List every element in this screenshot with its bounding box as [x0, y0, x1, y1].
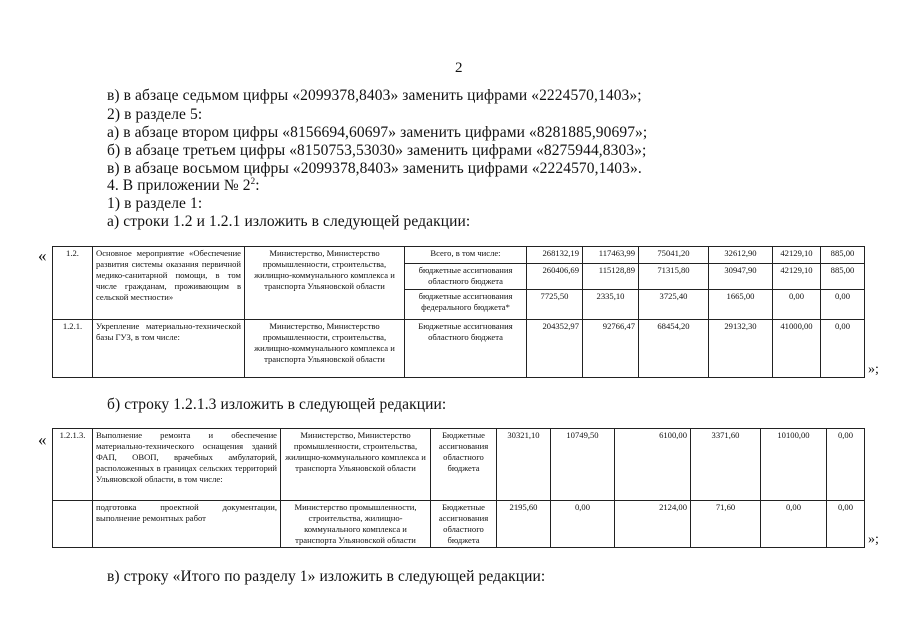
paragraph-8: а) строки 1.2 и 1.2.1 изложить в следующей редакции: [107, 213, 471, 230]
value-cell: 204352,97 [527, 320, 583, 378]
value-cell: 3371,60 [691, 429, 761, 501]
row-number: 1.2. [53, 247, 93, 320]
value-cell: 41000,00 [773, 320, 821, 378]
table2-row-subitem [53, 501, 865, 548]
paragraph-6 [107, 177, 260, 195]
value-cell: 71315,80 [639, 264, 709, 290]
table-rows-1-2 [52, 246, 865, 378]
value-cell: 885,00 [821, 264, 865, 290]
value-cell: 7725,50 [527, 290, 583, 320]
funding-source: Всего, в том числе: [405, 247, 527, 264]
paragraph-1: в) в абзаце седьмом цифры «2099378,8403» заменить цифрами «2224570,1403»; [107, 87, 642, 104]
paragraph-6-text: 4. В приложении № 2 [107, 177, 251, 194]
row-number: 1.2.1.3. [53, 429, 93, 501]
paragraph-10: в) строку «Итого по разделу 1» изложить в следующей редакции: [107, 568, 546, 585]
row-number: 1.2.1. [53, 320, 93, 378]
value-cell: 1665,00 [709, 290, 773, 320]
value-cell: 260406,69 [527, 264, 583, 290]
value-cell: 10100,00 [761, 429, 827, 501]
value-cell: 29132,30 [709, 320, 773, 378]
value-cell: 2335,10 [583, 290, 639, 320]
table2-close-quote: »; [868, 532, 879, 547]
table1-row-1-2 [53, 247, 865, 264]
value-cell: 0,00 [827, 501, 865, 548]
measure-name: Основное мероприятие «Обеспечение развития системы оказания первичной медико-санитарной помощи, в том числе гражданам, проживающим в сельской местности» [93, 247, 245, 320]
value-cell: 2124,00 [615, 501, 691, 548]
value-cell: 0,00 [827, 429, 865, 501]
page-number: 2 [455, 60, 463, 76]
table1-open-quote: « [38, 246, 47, 265]
executor: Министерство, Министерство промышленности, строительства, жилищно-коммунального комплекса и транспорта Ульяновской области [281, 429, 431, 501]
table2-open-quote: « [38, 430, 47, 449]
funding-source: Бюджетные ассигнования областного бюджета [405, 320, 527, 378]
value-cell: 0,00 [821, 320, 865, 378]
value-cell: 115128,89 [583, 264, 639, 290]
measure-name: подготовка проектной документации, выполнение ремонтных работ [93, 501, 281, 548]
paragraph-6-suffix: : [255, 177, 260, 194]
value-cell: 6100,00 [615, 429, 691, 501]
measure-name: Выполнение ремонта и обеспечение материально-технического оснащения зданий ФАП, ОВОП, врачебных амбулаторий, расположенных в границах сельских территорий Ульяновской области, в том числе: [93, 429, 281, 501]
value-cell: 68454,20 [639, 320, 709, 378]
value-cell: 0,00 [773, 290, 821, 320]
funding-source: Бюджетные ассигнования областного бюджета [431, 429, 497, 501]
measure-name: Укрепление материально-технической базы ГУЗ, в том числе: [93, 320, 245, 378]
paragraph-3: а) в абзаце втором цифры «8156694,60697» заменить цифрами «8281885,90697»; [107, 124, 648, 141]
funding-source: бюджетные ассигнования федерального бюджета* [405, 290, 527, 320]
value-cell: 268132,19 [527, 247, 583, 264]
executor: Министерство промышленности, строительства, жилищно-коммунального комплекса и транспорта Ульяновской области [281, 501, 431, 548]
value-cell: 2195,60 [497, 501, 551, 548]
value-cell: 0,00 [761, 501, 827, 548]
value-cell: 75041,20 [639, 247, 709, 264]
value-cell: 0,00 [551, 501, 615, 548]
row-number-empty [53, 501, 93, 548]
table1-close-quote: »; [868, 362, 879, 377]
value-cell: 117463,99 [583, 247, 639, 264]
paragraph-2: 2) в разделе 5: [107, 106, 203, 123]
paragraph-4: б) в абзаце третьем цифры «8150753,53030» заменить цифрами «8275944,8303»; [107, 142, 647, 159]
executor: Министерство, Министерство промышленности, строительства, жилищно-коммунального комплекса и транспорта Ульяновской области [245, 320, 405, 378]
value-cell: 42129,10 [773, 264, 821, 290]
table1-row-1-2-1 [53, 320, 865, 378]
paragraph-7: 1) в разделе 1: [107, 195, 203, 212]
paragraph-9: б) строку 1.2.1.3 изложить в следующей редакции: [107, 396, 447, 413]
executor: Министерство, Министерство промышленности, строительства, жилищно-коммунального комплекса и транспорта Ульяновской области [245, 247, 405, 320]
value-cell: 30321,10 [497, 429, 551, 501]
value-cell: 42129,10 [773, 247, 821, 264]
paragraph-6-superscript: 2 [250, 175, 256, 186]
value-cell: 30947,90 [709, 264, 773, 290]
funding-source: бюджетные ассигнования областного бюджета [405, 264, 527, 290]
value-cell: 3725,40 [639, 290, 709, 320]
value-cell: 10749,50 [551, 429, 615, 501]
table2-row-1-2-1-3 [53, 429, 865, 501]
value-cell: 32612,90 [709, 247, 773, 264]
value-cell: 92766,47 [583, 320, 639, 378]
funding-source: Бюджетные ассигнования областного бюджета [431, 501, 497, 548]
value-cell: 885,00 [821, 247, 865, 264]
table-row-1-2-1-3 [52, 428, 865, 548]
value-cell: 71,60 [691, 501, 761, 548]
paragraph-5: в) в абзаце восьмом цифры «2099378,8403» заменить цифрами «2224570,1403». [107, 160, 642, 177]
value-cell: 0,00 [821, 290, 865, 320]
